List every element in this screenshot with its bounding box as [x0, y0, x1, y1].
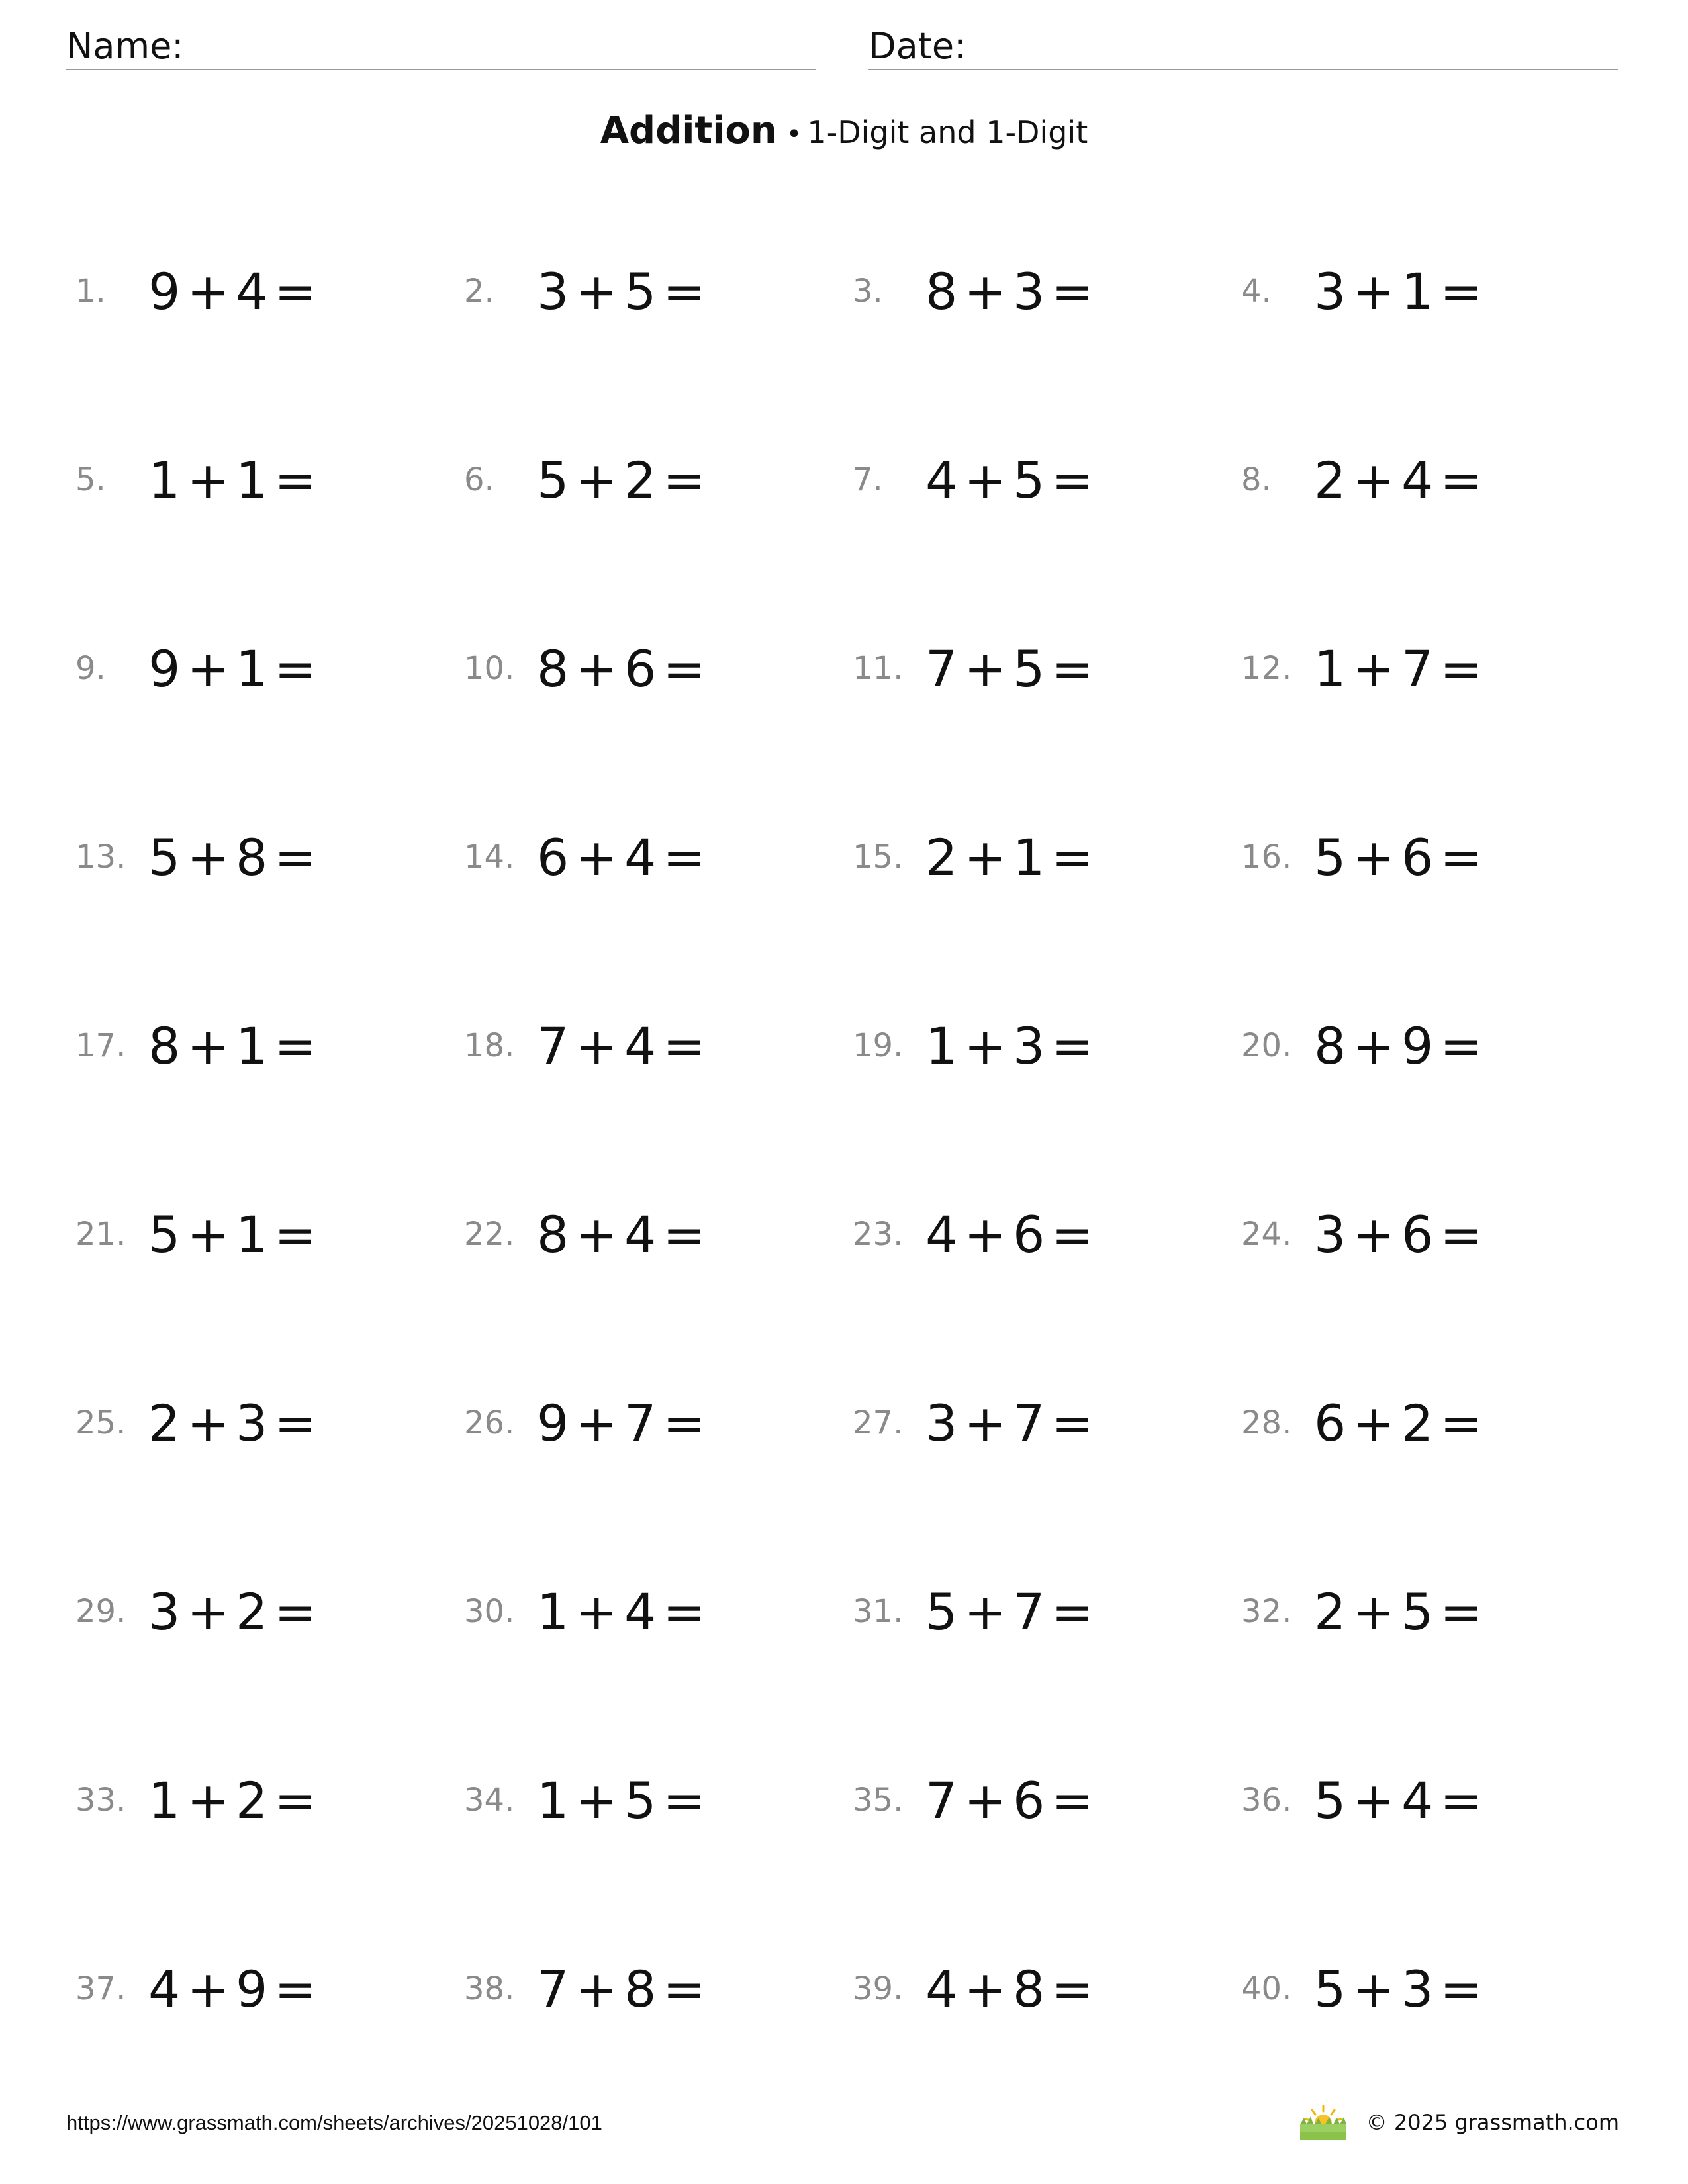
plus-sign: + [964, 639, 1008, 698]
title-subtitle: 1-Digit and 1-Digit [807, 114, 1088, 150]
problem-item [853, 433, 1241, 526]
problem-expression [148, 828, 323, 887]
addend-b: 5 [1013, 450, 1047, 510]
problem-item [75, 1188, 464, 1281]
addend-b: 5 [1401, 1582, 1435, 1641]
footer-brand [1299, 2099, 1619, 2146]
addend-b: 1 [1013, 827, 1047, 887]
equals-sign: = [663, 261, 707, 321]
addend-b: 5 [624, 1770, 658, 1830]
addend-b: 3 [1013, 1016, 1047, 1075]
addend-b: 5 [624, 261, 658, 321]
problem-number: 8. [1241, 461, 1272, 498]
addend-a: 2 [925, 827, 959, 887]
addend-a: 4 [925, 1205, 959, 1264]
addend-a: 3 [148, 1582, 182, 1641]
equals-sign: = [274, 450, 318, 510]
problem-item [464, 433, 853, 526]
problem-number: 22. [464, 1216, 515, 1253]
plus-sign: + [575, 1582, 620, 1641]
problem-expression [148, 1205, 323, 1264]
addend-a: 7 [925, 639, 959, 698]
problem-number: 4. [1241, 273, 1272, 310]
equals-sign: = [1051, 261, 1096, 321]
problem-item [853, 245, 1241, 338]
addend-a: 4 [925, 450, 959, 510]
addend-b: 6 [1401, 1205, 1435, 1264]
plus-sign: + [575, 450, 620, 510]
problem-item [75, 811, 464, 903]
addend-a: 8 [925, 261, 959, 321]
problem-expression [537, 639, 712, 698]
plus-sign: + [1352, 1393, 1397, 1453]
addend-b: 4 [624, 1205, 658, 1264]
problem-number: 18. [464, 1027, 515, 1064]
problem-item [853, 1942, 1241, 2035]
addend-b: 2 [624, 450, 658, 510]
addend-b: 6 [1013, 1770, 1047, 1830]
equals-sign: = [274, 1393, 318, 1453]
addend-b: 6 [1401, 827, 1435, 887]
plus-sign: + [964, 1393, 1008, 1453]
problem-number: 26. [464, 1404, 515, 1441]
plus-sign: + [1352, 827, 1397, 887]
problem-expression [925, 1960, 1100, 2019]
problem-item [464, 1942, 853, 2035]
addend-a: 3 [1314, 261, 1348, 321]
problem-expression [925, 1582, 1100, 1641]
equals-sign: = [274, 1959, 318, 2019]
equals-sign: = [1440, 1582, 1484, 1641]
addend-b: 4 [624, 1582, 658, 1641]
equals-sign: = [274, 1205, 318, 1264]
problem-item [464, 622, 853, 715]
plus-sign: + [187, 639, 231, 698]
plus-sign: + [187, 827, 231, 887]
problem-number: 35. [853, 1782, 904, 1819]
equals-sign: = [1440, 827, 1484, 887]
plus-sign: + [575, 1770, 620, 1830]
addend-b: 8 [236, 827, 269, 887]
equals-sign: = [663, 450, 707, 510]
equals-sign: = [1440, 1393, 1484, 1453]
addend-b: 9 [1401, 1016, 1435, 1075]
equals-sign: = [274, 1016, 318, 1075]
problem-expression [925, 639, 1100, 698]
plus-sign: + [187, 1959, 231, 2019]
problem-number: 39. [853, 1970, 904, 2007]
plus-sign: + [187, 1582, 231, 1641]
addend-b: 6 [624, 639, 658, 698]
problem-item [75, 999, 464, 1092]
problem-item [853, 1377, 1241, 1469]
plus-sign: + [1352, 639, 1397, 698]
equals-sign: = [1051, 1582, 1096, 1641]
problem-expression [537, 1582, 712, 1641]
plus-sign: + [1352, 1205, 1397, 1264]
addend-a: 3 [925, 1393, 959, 1453]
problem-expression [148, 262, 323, 321]
problem-item [464, 811, 853, 903]
addend-a: 5 [1314, 1770, 1348, 1830]
addend-a: 4 [925, 1959, 959, 2019]
name-field[interactable] [66, 24, 816, 70]
problem-number: 27. [853, 1404, 904, 1441]
problem-expression [925, 262, 1100, 321]
addend-a: 5 [148, 827, 182, 887]
problem-item [853, 1188, 1241, 1281]
problem-item [1241, 1754, 1630, 1846]
problem-expression [925, 1394, 1100, 1453]
equals-sign: = [663, 1016, 707, 1075]
problem-number: 15. [853, 839, 904, 876]
addend-a: 1 [1314, 639, 1348, 698]
problem-item [464, 999, 853, 1092]
problem-number: 33. [75, 1782, 126, 1819]
plus-sign: + [575, 1016, 620, 1075]
problem-item [1241, 433, 1630, 526]
addend-a: 7 [925, 1770, 959, 1830]
problem-item [853, 999, 1241, 1092]
equals-sign: = [1440, 1770, 1484, 1830]
addend-b: 6 [1013, 1205, 1047, 1264]
equals-sign: = [1051, 1959, 1096, 2019]
plus-sign: + [964, 1582, 1008, 1641]
problem-item [75, 1754, 464, 1846]
addend-b: 1 [1401, 261, 1435, 321]
problem-expression [537, 451, 712, 510]
problem-item [1241, 1942, 1630, 2035]
addend-a: 9 [148, 261, 182, 321]
problem-item [75, 1377, 464, 1469]
plus-sign: + [1352, 1959, 1397, 2019]
problem-expression [537, 1017, 712, 1075]
problem-expression [1314, 1394, 1489, 1453]
addend-b: 4 [624, 1016, 658, 1075]
equals-sign: = [1051, 450, 1096, 510]
addend-a: 1 [148, 1770, 182, 1830]
problem-item [1241, 1565, 1630, 1658]
problem-expression [537, 1960, 712, 2019]
problem-expression [1314, 1960, 1489, 2019]
addend-b: 4 [1401, 450, 1435, 510]
plus-sign: + [187, 1016, 231, 1075]
addend-a: 5 [148, 1205, 182, 1264]
addend-a: 8 [537, 639, 571, 698]
problem-number: 23. [853, 1216, 904, 1253]
problem-expression [537, 1771, 712, 1830]
equals-sign: = [1440, 1959, 1484, 2019]
equals-sign: = [1440, 1016, 1484, 1075]
problem-expression [148, 1582, 323, 1641]
problem-expression [1314, 1017, 1489, 1075]
addend-a: 6 [1314, 1393, 1348, 1453]
equals-sign: = [1051, 1205, 1096, 1264]
problem-number: 10. [464, 650, 515, 687]
equals-sign: = [274, 827, 318, 887]
addend-a: 5 [537, 450, 571, 510]
problem-item [75, 1565, 464, 1658]
problem-number: 14. [464, 839, 515, 876]
problem-number: 13. [75, 839, 126, 876]
problem-number: 1. [75, 273, 106, 310]
problem-expression [148, 451, 323, 510]
equals-sign: = [1051, 1016, 1096, 1075]
plus-sign: + [187, 1205, 231, 1264]
addend-b: 1 [236, 450, 269, 510]
problem-number: 40. [1241, 1970, 1292, 2007]
problem-expression [537, 828, 712, 887]
plus-sign: + [575, 639, 620, 698]
equals-sign: = [663, 827, 707, 887]
problem-number: 17. [75, 1027, 126, 1064]
problem-expression [537, 1205, 712, 1264]
plus-sign: + [964, 1205, 1008, 1264]
addend-a: 1 [925, 1016, 959, 1075]
equals-sign: = [663, 1959, 707, 2019]
equals-sign: = [663, 1582, 707, 1641]
problem-expression [925, 1205, 1100, 1264]
problem-item [464, 1754, 853, 1846]
problem-expression [925, 1771, 1100, 1830]
problem-expression [925, 828, 1100, 887]
worksheet-title [0, 105, 1688, 166]
problem-item [1241, 245, 1630, 338]
addend-b: 3 [236, 1393, 269, 1453]
problem-expression [148, 1960, 323, 2019]
equals-sign: = [274, 1770, 318, 1830]
addend-b: 2 [236, 1770, 269, 1830]
problem-number: 28. [1241, 1404, 1292, 1441]
plus-sign: + [575, 827, 620, 887]
problem-item [75, 1942, 464, 2035]
equals-sign: = [1440, 1205, 1484, 1264]
plus-sign: + [1352, 1582, 1397, 1641]
problem-number: 34. [464, 1782, 515, 1819]
addend-b: 1 [236, 639, 269, 698]
equals-sign: = [1051, 1770, 1096, 1830]
addend-b: 1 [236, 1205, 269, 1264]
problem-expression [1314, 639, 1489, 698]
plus-sign: + [575, 1393, 620, 1453]
equals-sign: = [663, 1393, 707, 1453]
problem-expression [1314, 828, 1489, 887]
problem-number: 38. [464, 1970, 515, 2007]
plus-sign: + [964, 827, 1008, 887]
problem-number: 37. [75, 1970, 126, 2007]
date-field[interactable] [868, 24, 1618, 70]
problem-expression [537, 1394, 712, 1453]
equals-sign: = [274, 639, 318, 698]
plus-sign: + [187, 450, 231, 510]
addend-b: 4 [236, 261, 269, 321]
addend-a: 8 [148, 1016, 182, 1075]
problem-item [75, 433, 464, 526]
plus-sign: + [964, 450, 1008, 510]
addend-b: 7 [1013, 1582, 1047, 1641]
problem-number: 3. [853, 273, 883, 310]
equals-sign: = [1440, 450, 1484, 510]
equals-sign: = [1051, 827, 1096, 887]
problem-number: 36. [1241, 1782, 1292, 1819]
copyright-text: © 2025 grassmath.com [1366, 2110, 1619, 2135]
addend-b: 7 [1013, 1393, 1047, 1453]
problem-number: 31. [853, 1593, 904, 1630]
problem-item [464, 1188, 853, 1281]
plus-sign: + [187, 1393, 231, 1453]
problem-number: 29. [75, 1593, 126, 1630]
problem-item [1241, 999, 1630, 1092]
title-separator: • [786, 119, 802, 150]
addend-a: 3 [1314, 1205, 1348, 1264]
problem-item [75, 245, 464, 338]
equals-sign: = [274, 261, 318, 321]
addend-a: 5 [925, 1582, 959, 1641]
addend-a: 5 [1314, 1959, 1348, 2019]
footer-url: https://www.grassmath.com/sheets/archives/20251028/101 [66, 2111, 602, 2134]
title-main: Addition [600, 109, 777, 152]
addend-a: 1 [148, 450, 182, 510]
problem-number: 9. [75, 650, 106, 687]
problem-number: 11. [853, 650, 904, 687]
addend-b: 7 [624, 1393, 658, 1453]
problem-item [853, 1565, 1241, 1658]
problem-number: 25. [75, 1404, 126, 1441]
problem-item [853, 622, 1241, 715]
addend-a: 5 [1314, 827, 1348, 887]
problem-number: 5. [75, 461, 106, 498]
problem-item [1241, 1188, 1630, 1281]
problem-number: 20. [1241, 1027, 1292, 1064]
problem-expression [1314, 262, 1489, 321]
addend-a: 2 [148, 1393, 182, 1453]
addend-a: 2 [1314, 1582, 1348, 1641]
problem-expression [1314, 1205, 1489, 1264]
equals-sign: = [1440, 639, 1484, 698]
problem-expression [925, 451, 1100, 510]
plus-sign: + [964, 1959, 1008, 2019]
addend-a: 7 [537, 1959, 571, 2019]
problem-item [1241, 622, 1630, 715]
addend-a: 9 [148, 639, 182, 698]
addend-a: 1 [537, 1770, 571, 1830]
equals-sign: = [1440, 261, 1484, 321]
name-label: Name: [66, 25, 184, 67]
problem-number: 16. [1241, 839, 1292, 876]
plus-sign: + [1352, 1016, 1397, 1075]
problem-expression [1314, 451, 1489, 510]
date-label: Date: [868, 25, 966, 67]
problem-item [75, 622, 464, 715]
plus-sign: + [1352, 450, 1397, 510]
problem-item [1241, 811, 1630, 903]
addend-b: 8 [1013, 1959, 1047, 2019]
addend-b: 8 [624, 1959, 658, 2019]
problem-expression [148, 1017, 323, 1075]
addend-b: 4 [624, 827, 658, 887]
addend-a: 8 [537, 1205, 571, 1264]
addend-b: 2 [1401, 1393, 1435, 1453]
plus-sign: + [575, 1959, 620, 2019]
plus-sign: + [964, 1770, 1008, 1830]
addend-b: 3 [1013, 261, 1047, 321]
problem-item [464, 1377, 853, 1469]
problem-item [464, 245, 853, 338]
plus-sign: + [575, 261, 620, 321]
addend-b: 4 [1401, 1770, 1435, 1830]
addend-b: 5 [1013, 639, 1047, 698]
addend-a: 2 [1314, 450, 1348, 510]
problem-item [464, 1565, 853, 1658]
plus-sign: + [1352, 1770, 1397, 1830]
addend-a: 8 [1314, 1016, 1348, 1075]
addend-b: 9 [236, 1959, 269, 2019]
equals-sign: = [663, 1205, 707, 1264]
problem-number: 30. [464, 1593, 515, 1630]
plus-sign: + [187, 261, 231, 321]
problem-number: 2. [464, 273, 494, 310]
equals-sign: = [1051, 1393, 1096, 1453]
problem-expression [925, 1017, 1100, 1075]
plus-sign: + [1352, 261, 1397, 321]
equals-sign: = [274, 1582, 318, 1641]
addend-b: 7 [1401, 639, 1435, 698]
equals-sign: = [663, 1770, 707, 1830]
problem-expression [1314, 1582, 1489, 1641]
problem-number: 19. [853, 1027, 904, 1064]
plus-sign: + [964, 261, 1008, 321]
addend-a: 7 [537, 1016, 571, 1075]
addend-a: 6 [537, 827, 571, 887]
addend-b: 2 [236, 1582, 269, 1641]
addend-a: 3 [537, 261, 571, 321]
problem-expression [148, 1394, 323, 1453]
problem-number: 6. [464, 461, 494, 498]
equals-sign: = [1051, 639, 1096, 698]
problem-item [1241, 1377, 1630, 1469]
problem-expression [537, 262, 712, 321]
equals-sign: = [663, 639, 707, 698]
problem-item [853, 811, 1241, 903]
problem-expression [148, 1771, 323, 1830]
problem-number: 32. [1241, 1593, 1292, 1630]
addend-a: 9 [537, 1393, 571, 1453]
problem-expression [1314, 1771, 1489, 1830]
problem-number: 24. [1241, 1216, 1292, 1253]
plus-sign: + [187, 1770, 231, 1830]
problem-item [853, 1754, 1241, 1846]
problem-expression [148, 639, 323, 698]
plus-sign: + [964, 1016, 1008, 1075]
addend-b: 3 [1401, 1959, 1435, 2019]
plus-sign: + [575, 1205, 620, 1264]
grass-sun-icon [1299, 2103, 1348, 2142]
addend-b: 1 [236, 1016, 269, 1075]
problem-number: 7. [853, 461, 883, 498]
problem-grid [75, 245, 1624, 2131]
addend-a: 1 [537, 1582, 571, 1641]
problem-number: 12. [1241, 650, 1292, 687]
problem-number: 21. [75, 1216, 126, 1253]
addend-a: 4 [148, 1959, 182, 2019]
